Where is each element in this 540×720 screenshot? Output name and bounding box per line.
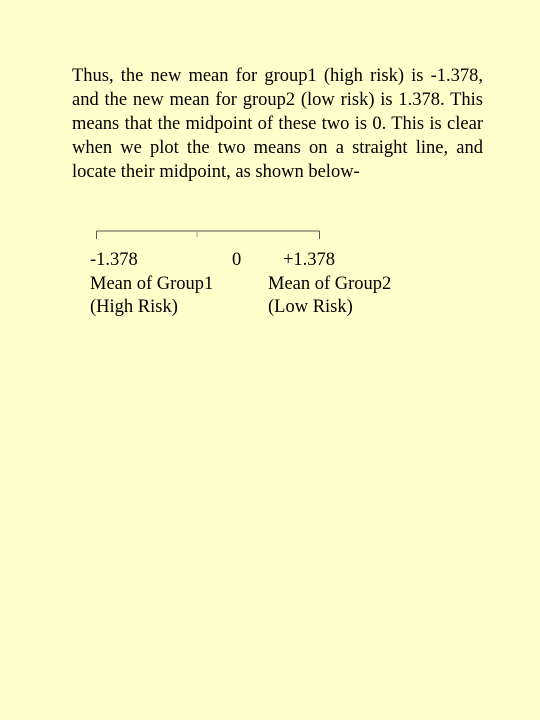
body-paragraph: Thus, the new mean for group1 (high risk) is -1.378, and the new mean for group2 (low risk) is 1.378. This means that the midpoint of these two is 0. This is clear when we plot the two means on a straight line, and locate their midpoint, as shown below- (72, 66, 483, 182)
group2-caption-line2: (Low Risk) (268, 297, 353, 317)
number-line (96, 230, 320, 240)
midpoint-value: 0 (232, 250, 242, 270)
group1-caption-line2: (High Risk) (90, 297, 178, 317)
group2-caption-line1: Mean of Group2 (268, 274, 392, 294)
number-line-graphic (96, 230, 320, 240)
group1-caption-line1: Mean of Group1 (90, 274, 214, 294)
group1-mean-value: -1.378 (90, 250, 138, 270)
group2-mean-value: +1.378 (283, 250, 336, 270)
